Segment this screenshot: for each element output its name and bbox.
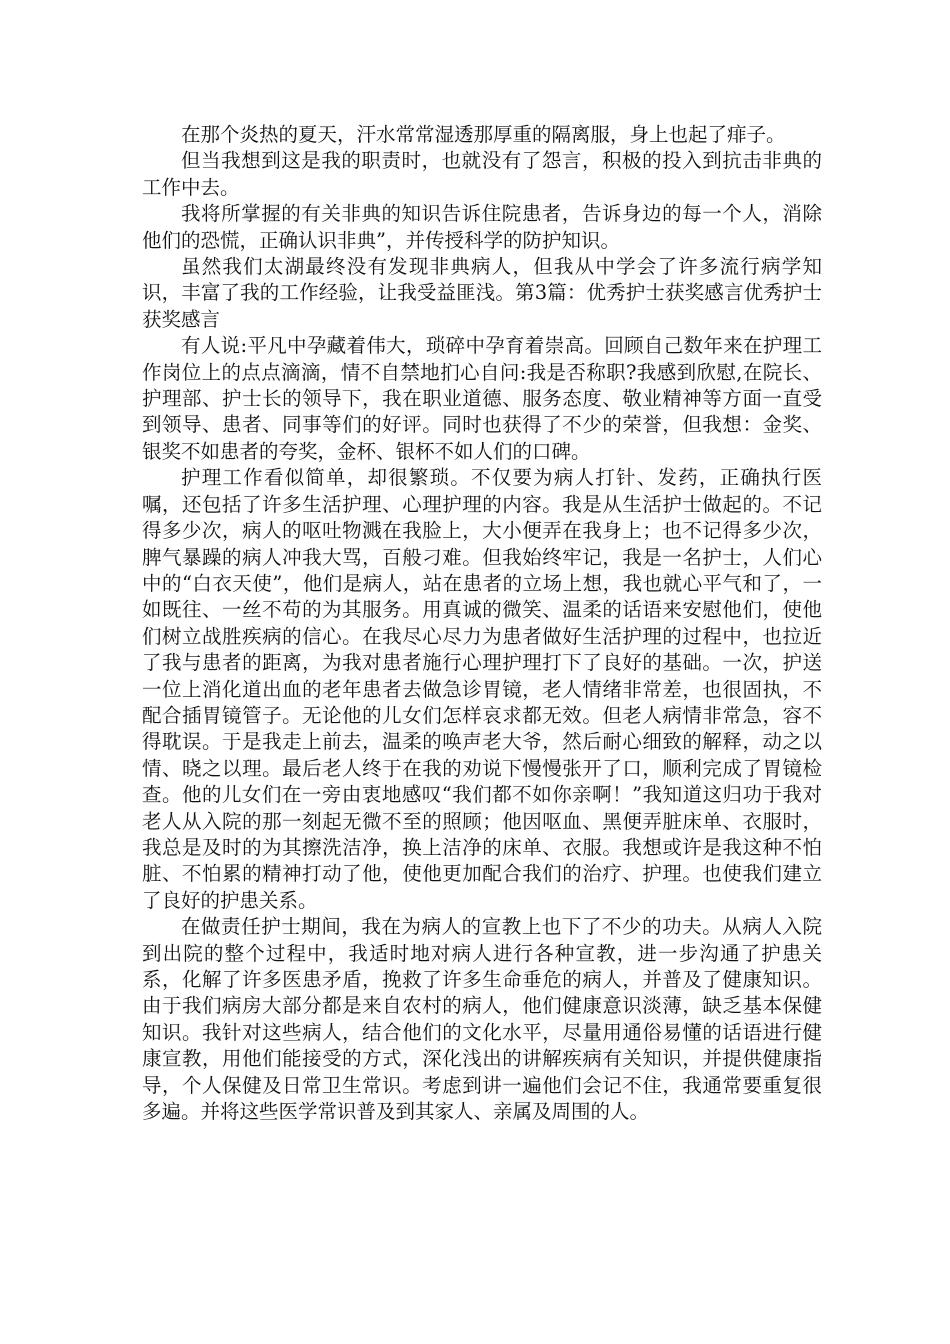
paragraph: 护理工作看似简单，却很繁琐。不仅要为病人打针、发药，正确执行医嘱，还包括了许多生活护理、心理护理的内容。我是从生活护士做起的。不记得多少次，病人的呕吐物溅在我脸上，大小便弄在我身上；也不记得多少次，脾气暴躁的病人冲我大骂，百般刁难。但我始终牢记，我是一名护士，人们心中的“白衣天使”，他们是病人，站在患者的立场上想，我也就心平气和了，一如既往、一丝不苟的为其服务。用真诚的微笑、温柔的话语来安慰他们，使他们树立战胜疾病的信心。在我尽心尽力为患者做好生活护理的过程中，也拉近了我与患者的距离，为我对患者施行心理护理打下了良好的基础。一次，护送一位上消化道出血的老年患者去做急诊胃镜，老人情绪非常差，也很固执，不配合插胃镜管子。无论他的儿女们怎样哀求都无效。但老人病情非常急，容不得耽误。于是我走上前去，温柔的唤声老大爷，然后耐心细致的解释，动之以情、晓之以理。最后老人终于在我的劝说下慢慢张开了口，顺利完成了胃镜检查。他的儿女们在一旁由衷地感叹“我们都不如你亲啊！”我知道这归功于我对老人从入院的那一刻起无微不至的照顾；他因呕血、黑便弄脏床单、衣服时，我总是及时的为其擦洗洁净，换上洁净的床单、衣服。我想或许是我这种不怕脏、不怕累的精神打动了他，使他更加配合我们的治疗、护理。也使我们建立了良好的护患关系。 <box>142 466 822 912</box>
paragraph: 虽然我们太湖最终没有发现非典病人，但我从中学会了许多流行病学知识，丰富了我的工作经验，让我受益匪浅。第3篇：优秀护士获奖感言优秀护士获奖感言 <box>142 255 822 331</box>
paragraph: 但当我想到这是我的职责时，也就没有了怨言，积极的投入到抗击非典的工作中去。 <box>142 149 822 199</box>
paragraph: 有人说:平凡中孕藏着伟大，琐碎中孕育着崇高。回顾自己数年来在护理工作岗位上的点点滴滴，情不自禁地扪心自问:我是否称职?我感到欣慰,在院长、护理部、护士长的领导下，我在职业道德、服务态度、敬业精神等方面一直受到领导、患者、同事等们的好评。同时也获得了不少的荣誉，但我想：金奖、银奖不如患者的夸奖，金杯、银杯不如人们的口碑。 <box>142 334 822 463</box>
paragraph: 在做责任护士期间，我在为病人的宣教上也下了不少的功夫。从病人入院到出院的整个过程中，我适时地对病人进行各种宣教，进一步沟通了护患关系，化解了许多医患矛盾，挽救了许多生命垂危的病人，并普及了健康知识。由于我们病房大部分都是来自农村的病人，他们健康意识淡薄，缺乏基本保健知识。我针对这些病人，结合他们的文化水平，尽量用通俗易懂的话语进行健康宣教，用他们能接受的方式，深化浅出的讲解疾病有关知识，并提供健康指导，个人保健及日常卫生常识。考虑到讲一遍他们会记不住，我通常要重复很多遍。并将这些医学常识普及到其家人、亲属及周围的人。 <box>142 915 822 1124</box>
paragraph: 我将所掌握的有关非典的知识告诉住院患者，告诉身边的每一个人，消除他们的恐慌，正确认识非典”，并传授科学的防护知识。 <box>142 202 822 252</box>
document-page <box>142 122 822 1125</box>
paragraph: 在那个炎热的夏天，汗水常常湿透那厚重的隔离服，身上也起了痱子。 <box>181 123 786 146</box>
